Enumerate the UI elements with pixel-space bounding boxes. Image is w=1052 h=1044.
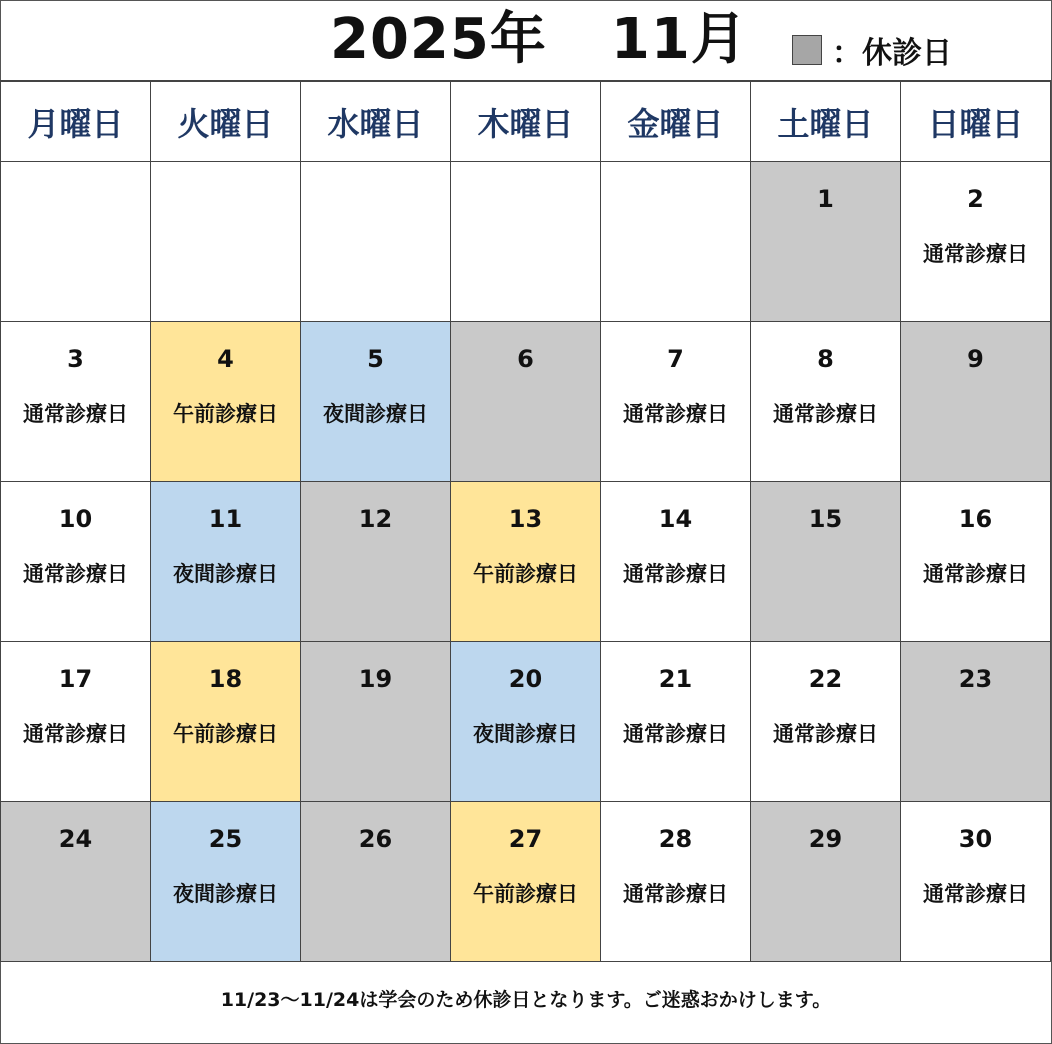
day-cell [1, 642, 151, 802]
day-number: 23 [958, 665, 993, 693]
day-number: 13 [508, 505, 543, 533]
day-number: 28 [658, 825, 693, 853]
day-status-label: 通常診療日 [23, 562, 128, 586]
calendar-table [0, 81, 1051, 962]
day-number: 4 [217, 345, 234, 373]
calendar-week-row [1, 482, 1051, 642]
day-cell [751, 642, 901, 802]
day-cell [601, 322, 751, 482]
day-cell [151, 322, 301, 482]
weekday-wednesday: 水曜日 [301, 82, 451, 162]
day-number: 19 [358, 665, 393, 693]
weekday-friday: 金曜日 [601, 82, 751, 162]
day-cell [301, 802, 451, 962]
day-number: 25 [208, 825, 243, 853]
day-number: 5 [367, 345, 384, 373]
day-number: 22 [808, 665, 843, 693]
day-cell [1, 482, 151, 642]
day-number: 30 [958, 825, 993, 853]
day-status-label: 通常診療日 [923, 562, 1028, 586]
calendar-week-row [1, 162, 1051, 322]
day-number: 24 [58, 825, 93, 853]
day-cell [451, 482, 601, 642]
empty-day-cell [301, 162, 451, 322]
day-number: 21 [658, 665, 693, 693]
day-number: 16 [958, 505, 993, 533]
day-status-label: 通常診療日 [23, 722, 128, 746]
day-status-label: 通常診療日 [623, 722, 728, 746]
day-number: 20 [508, 665, 543, 693]
day-cell [601, 802, 751, 962]
day-cell [1, 802, 151, 962]
day-status-label: 夜間診療日 [173, 562, 278, 586]
day-cell [451, 642, 601, 802]
day-number: 10 [58, 505, 93, 533]
day-status-label: 通常診療日 [773, 722, 878, 746]
day-cell [751, 802, 901, 962]
legend-label: ：休診日 [832, 36, 952, 71]
day-cell [601, 482, 751, 642]
day-status-label: 午前診療日 [173, 402, 278, 426]
day-cell [751, 162, 901, 322]
day-status-label: 通常診療日 [23, 402, 128, 426]
day-number: 8 [817, 345, 834, 373]
day-number: 1 [817, 185, 834, 213]
day-number: 2 [967, 185, 984, 213]
day-number: 7 [667, 345, 684, 373]
day-number [451, 184, 600, 214]
day-status-label: 夜間診療日 [473, 722, 578, 746]
day-cell [601, 642, 751, 802]
day-cell [301, 642, 451, 802]
day-cell [751, 482, 901, 642]
day-cell [901, 322, 1051, 482]
day-number: 17 [58, 665, 93, 693]
day-status-label: 夜間診療日 [173, 882, 278, 906]
day-number: 9 [967, 345, 984, 373]
day-status-label: 通常診療日 [923, 242, 1028, 266]
calendar-grid [0, 80, 1051, 962]
closed-day-legend [792, 30, 952, 70]
calendar-week-row [1, 322, 1051, 482]
day-status-label: 通常診療日 [623, 882, 728, 906]
day-number: 11 [208, 505, 243, 533]
day-number: 27 [508, 825, 543, 853]
day-cell [901, 162, 1051, 322]
calendar-title [330, 6, 748, 74]
day-number: 14 [658, 505, 693, 533]
day-status-label: 午前診療日 [473, 562, 578, 586]
day-cell [1, 322, 151, 482]
day-cell [901, 642, 1051, 802]
weekday-monday: 月曜日 [1, 82, 151, 162]
day-status-label: 午前診療日 [473, 882, 578, 906]
calendar-week-row [1, 802, 1051, 962]
day-status-label: 午前診療日 [173, 722, 278, 746]
empty-day-cell [1, 162, 151, 322]
empty-day-cell [451, 162, 601, 322]
day-cell [151, 642, 301, 802]
title-year: 2025年 [330, 7, 547, 72]
closed-day-swatch [792, 35, 822, 65]
day-number: 3 [67, 345, 84, 373]
day-number [301, 184, 450, 214]
day-cell [451, 802, 601, 962]
day-number [1, 184, 150, 214]
weekday-tuesday: 火曜日 [151, 82, 301, 162]
day-number: 18 [208, 665, 243, 693]
day-status-label: 通常診療日 [623, 562, 728, 586]
day-cell [301, 482, 451, 642]
day-cell [451, 322, 601, 482]
day-cell [901, 482, 1051, 642]
calendar-week-row [1, 642, 1051, 802]
day-cell [751, 322, 901, 482]
day-cell [301, 322, 451, 482]
day-number: 26 [358, 825, 393, 853]
weekday-thursday: 木曜日 [451, 82, 601, 162]
title-month: 11月 [610, 7, 748, 72]
weekday-saturday: 土曜日 [751, 82, 901, 162]
empty-day-cell [601, 162, 751, 322]
day-number: 15 [808, 505, 843, 533]
day-status-label: 通常診療日 [923, 882, 1028, 906]
day-number: 29 [808, 825, 843, 853]
empty-day-cell [151, 162, 301, 322]
day-cell [901, 802, 1051, 962]
weekday-sunday: 日曜日 [901, 82, 1051, 162]
day-status-label: 夜間診療日 [323, 402, 428, 426]
footer-note: 11/23～11/24は学会のため休診日となります。ご迷惑おかけします。 [220, 989, 832, 1011]
calendar-header [0, 0, 1052, 80]
day-cell [151, 482, 301, 642]
day-status-label: 通常診療日 [773, 402, 878, 426]
day-number: 12 [358, 505, 393, 533]
day-cell [151, 802, 301, 962]
weekday-header-row [1, 82, 1051, 162]
day-number [151, 184, 300, 214]
day-number: 6 [517, 345, 534, 373]
day-status-label: 通常診療日 [623, 402, 728, 426]
day-number [601, 184, 750, 214]
